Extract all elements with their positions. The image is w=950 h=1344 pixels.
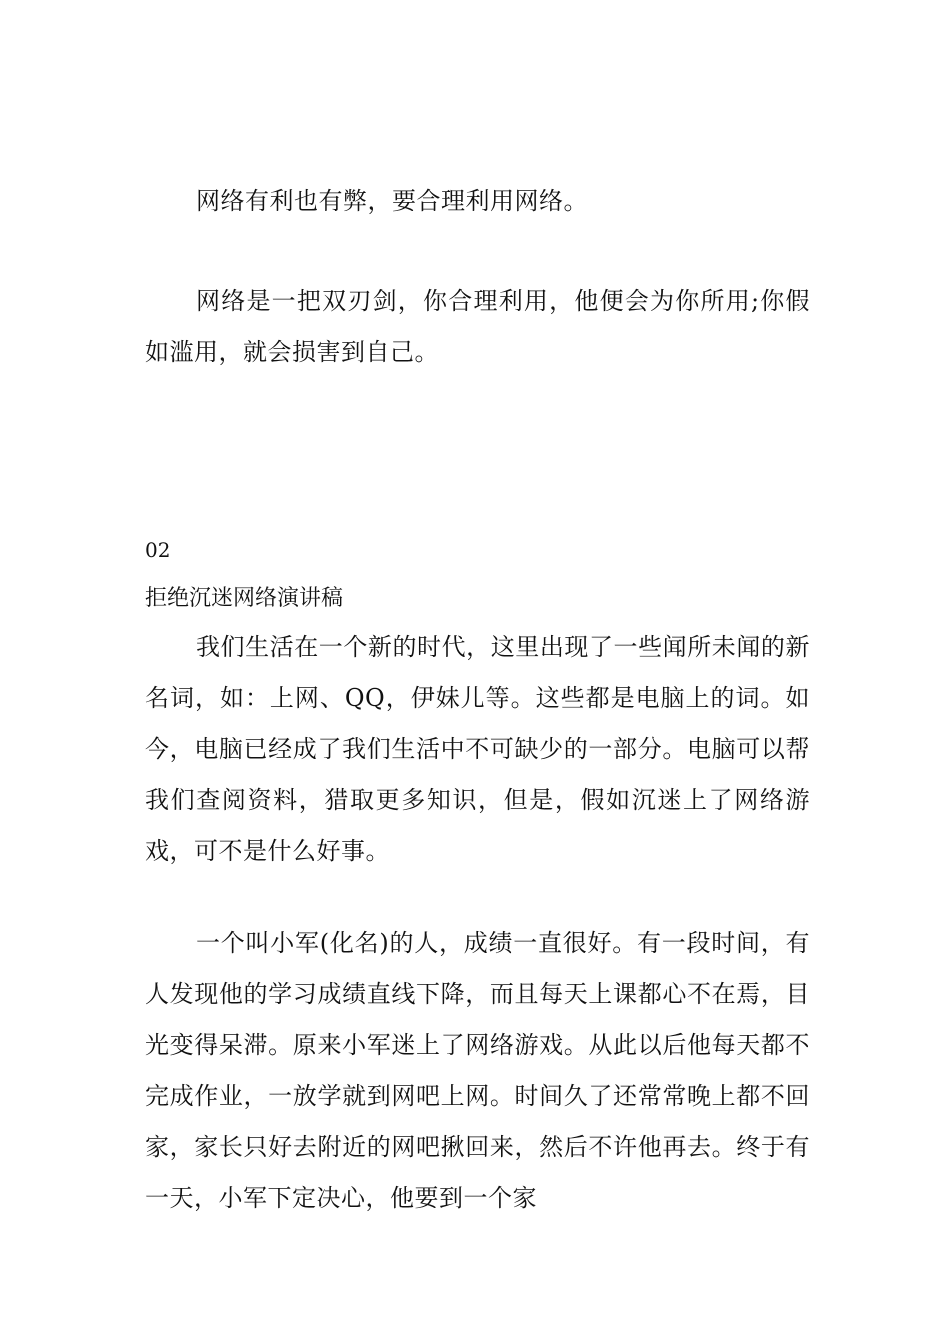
section-number: 02 bbox=[145, 538, 171, 562]
paragraph-network-pros-cons: 网络有利也有弊，要合理利用网络。 bbox=[196, 187, 588, 215]
paragraph-xiaojun-story: 一个叫小军(化名)的人，成绩一直很好。有一段时间，有人发现他的学习成绩直线下降，而且每天上课都心不在焉，目光变得呆滞。原来小军迷上了网络游戏。从此以后他每天都不完成作业，一放学就到网吧上网。时间久了还常常晚上都不回家，家长只好去附近的网吧揪回来，然后不许他再去。终于有一天，小军下定决心，他要到一个家 bbox=[145, 929, 810, 1212]
section-title: 拒绝沉迷网络演讲稿 bbox=[145, 586, 344, 611]
paragraph-new-era: 我们生活在一个新的时代，这里出现了一些闻所未闻的新名词，如：上网、QQ，伊妹儿等。这些都是电脑上的词。如今，电脑已经成了我们生活中不可缺少的一部分。电脑可以帮我们查阅资料，猎取更多知识，但是，假如沉迷上了网络游戏，可不是什么好事。 bbox=[145, 633, 810, 865]
paragraph-double-edged-sword: 网络是一把双刃剑，你合理利用，他便会为你所用;你假如滥用，就会损害到自己。 bbox=[145, 287, 810, 366]
